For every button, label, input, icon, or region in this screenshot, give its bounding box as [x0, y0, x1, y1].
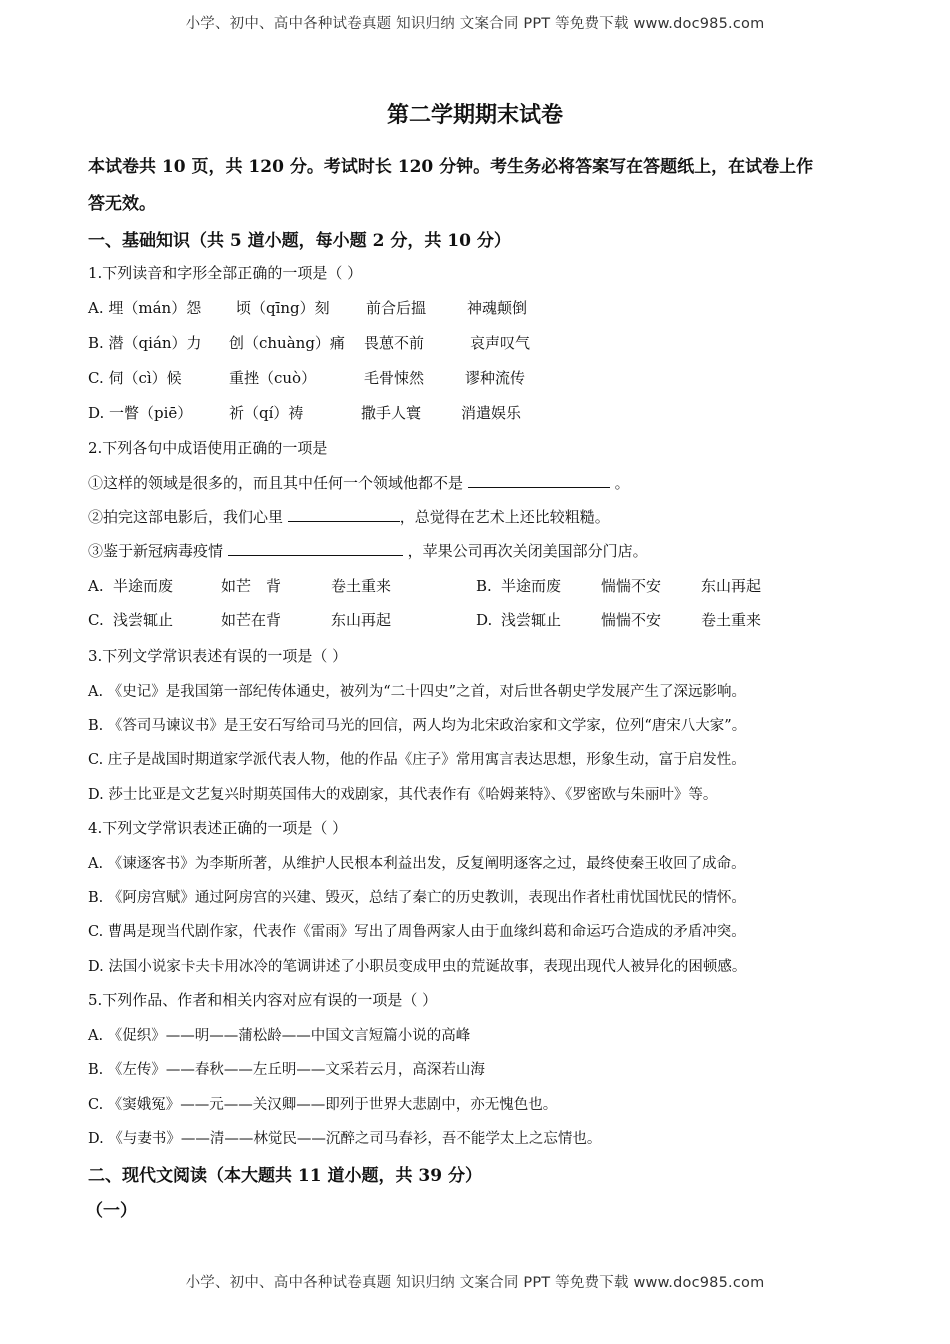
section-2-heading: 二、现代文阅读（本大题共 11 道小题，共 39 分）	[88, 1166, 482, 1186]
q2-options-ab: A. 半途而废 如芒 背 卷土重来 B. 半途而废 惴惴不安 东山再起	[88, 577, 762, 595]
q5-option-a: A. 《促织》——明——蒲松龄——中国文言短篇小说的高峰	[88, 1028, 471, 1044]
part-1-heading: （一）	[86, 1201, 137, 1221]
q2-options-cd: C. 浅尝辄止 如芒在背 东山再起 D. 浅尝辄止 惴惴不安 卷土重来	[88, 611, 762, 629]
q1-option-d: D. 一瞥（piē） 祈（qí）祷 撒手人寰 消遣娱乐	[88, 404, 522, 422]
q5-option-d: D. 《与妻书》——清——林觉民——沉醉之司马春衫，吾不能学太上之忘情也。	[88, 1131, 602, 1147]
q5-stem: 5.下列作品、作者和相关内容对应有误的一项是（ ）	[88, 991, 438, 1009]
q2-sentence-2: ②拍完这部电影后，我们心里 ，总觉得在艺术上还比较粗糙。	[88, 508, 610, 526]
answer-blank	[468, 473, 610, 488]
q3-option-c: C. 庄子是战国时期道家学派代表人物，他的作品《庄子》常用寓言表达思想，形象生动，富于启发性。	[88, 752, 746, 768]
q4-stem: 4.下列文学常识表述正确的一项是（ ）	[88, 819, 348, 837]
header-banner: 小学、初中、高中各种试卷真题 知识归纳 文案合同 PPT 等免费下载 www.doc985.com	[185, 16, 765, 32]
q1-option-c: C. 伺（cì）候 重挫（cuò） 毛骨悚然 谬种流传	[88, 369, 526, 387]
q2-stem: 2.下列各句中成语使用正确的一项是	[88, 439, 328, 457]
q2-sentence-3: ③鉴于新冠病毒疫情 ，苹果公司再次关闭美国部分门店。	[88, 542, 648, 560]
answer-blank	[288, 507, 400, 522]
q1-stem: 1.下列读音和字形全部正确的一项是（ ）	[88, 264, 363, 282]
q1-option-a: A. 埋（mán）怨 顷（qīng）刻 前合后搵 神魂颠倒	[88, 299, 528, 317]
section-1-heading: 一、基础知识（共 5 道小题，每小题 2 分，共 10 分）	[88, 231, 511, 251]
intro-line-1: 本试卷共 10 页，共 120 分。考试时长 120 分钟。考生务必将答案写在答题纸上，在试卷上作	[88, 157, 814, 177]
intro-line-2: 答无效。	[88, 194, 156, 214]
q3-option-b: B. 《答司马谏议书》是王安石写给司马光的回信，两人均为北宋政治家和文学家，位列“唐宋八大家”。	[88, 718, 747, 734]
q3-option-d: D. 莎士比亚是文艺复兴时期英国伟大的戏剧家，其代表作有《哈姆莱特》、《罗密欧与朱丽叶》等。	[88, 787, 718, 803]
q5-option-c: C. 《窦娥冤》——元——关汉卿——即列于世界大悲剧中，亦无愧色也。	[88, 1097, 558, 1113]
q1-option-b: B. 潜（qián）力 创（chuàng）痛 畏葸不前 哀声叹气	[88, 334, 531, 352]
q4-option-d: D. 法国小说家卡夫卡用冰冷的笔调讲述了小职员变成甲虫的荒诞故事，表现出现代人被异化的困顿感。	[88, 959, 747, 975]
q4-option-c: C. 曹禺是现当代剧作家，代表作《雷雨》写出了周鲁两家人由于血缘纠葛和命运巧合造成的矛盾冲突。	[88, 924, 746, 940]
q4-option-a: A. 《谏逐客书》为李斯所著，从维护人民根本利益出发，反复阐明逐客之过，最终使秦王收回了成命。	[88, 856, 746, 872]
q3-stem: 3.下列文学常识表述有误的一项是（ ）	[88, 647, 348, 665]
page-title: 第二学期期末试卷	[386, 102, 563, 128]
q3-option-a: A. 《史记》是我国第一部纪传体通史，被列为“二十四史”之首，对后世各朝史学发展产生了深远影响。	[88, 684, 747, 700]
q5-option-b: B. 《左传》——春秋——左丘明——文采若云月，高深若山海	[88, 1062, 485, 1078]
q2-sentence-1: ①这样的领域是很多的，而且其中任何一个领域他都不是 。	[88, 474, 630, 492]
footer-banner: 小学、初中、高中各种试卷真题 知识归纳 文案合同 PPT 等免费下载 www.doc985.com	[185, 1275, 765, 1291]
q4-option-b: B. 《阿房宫赋》通过阿房宫的兴建、毁灭，总结了秦亡的历史教训，表现出作者杜甫忧国忧民的情怀。	[88, 890, 746, 906]
answer-blank	[228, 541, 403, 556]
